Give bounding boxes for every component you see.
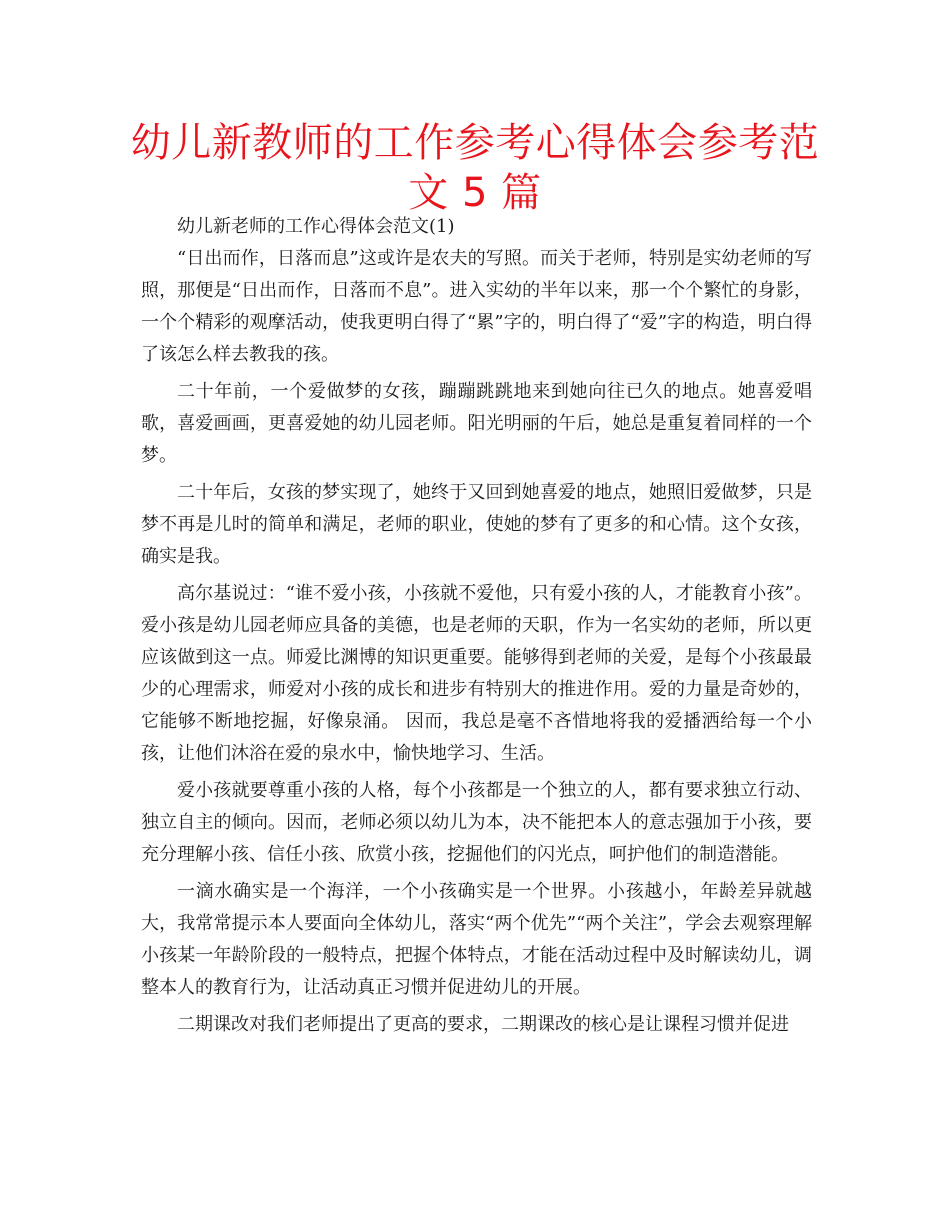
- paragraph: 一滴水确实是一个海洋，一个小孩确实是一个世界。小孩越小，年龄差异就越大，我常常提示本人要面向全体幼儿，落实“两个优先”“两个关注”，学会去观察理解小孩某一年龄阶段的一般特点，把握个体特点，才能在活动过程中及时解读幼儿，调整本人的教育行为，让活动真正习惯并促进幼儿的开展。: [141, 881, 812, 998]
- section-subheading: 幼儿新老师的工作心得体会范文(1): [177, 216, 455, 237]
- paragraph: “日出而作，日落而息”这或许是农夫的写照。而关于老师，特别是实幼老师的写照，那便是“日出而作，日落而不息”。进入实幼的半年以来，那一个个繁忙的身影，一个个精彩的观摩活动，使我更明白得了“累”字的，明白得了“爱”字的构造，明白得了该怎么样去教我的孩。: [141, 248, 812, 365]
- paragraph: 爱小孩就要尊重小孩的人格，每个小孩都是一个独立的人，都有要求独立行动、独立自主的倾向。因而，老师必须以幼儿为本，决不能把本人的意志强加于小孩，要充分理解小孩、信任小孩、欣赏小孩，挖掘他们的闪光点，呵护他们的制造潜能。: [141, 780, 812, 865]
- document-body: [141, 211, 812, 1046]
- paragraph: 高尔基说过：“谁不爱小孩，小孩就不爱他，只有爱小孩的人，才能教育小孩”。爱小孩是幼儿园老师应具备的美德，也是老师的天职，作为一名实幼的老师，所以更应该做到这一点。师爱比渊博的知识更重要。能够得到老师的关爱，是每个小孩最最少的心理需求，师爱对小孩的成长和进步有特别大的推进作用。爱的力量是奇妙的，它能够不断地挖掘，好像泉涌。 因而，我总是毫不吝惜地将我的爱播洒给每一个小孩，让他们沐浴在爱的泉水中，愉快地学习、生活。: [141, 583, 812, 764]
- paragraph: 二期课改对我们老师提出了更高的要求，二期课改的核心是让课程习惯并促进: [177, 1014, 789, 1035]
- paragraph: 二十年后，女孩的梦实现了，她终于又回到她喜爱的地点，她照旧爱做梦，只是梦不再是儿时的简单和满足，老师的职业，使她的梦有了更多的和心情。这个女孩，确实是我。: [141, 482, 812, 567]
- page-title: 幼儿新教师的工作参考心得体会参考范文 5 篇: [130, 120, 820, 216]
- paragraph: 二十年前，一个爱做梦的女孩，蹦蹦跳跳地来到她向往已久的地点。她喜爱唱歌，喜爱画画，更喜爱她的幼儿园老师。阳光明丽的午后，她总是重复着同样的一个梦。: [141, 381, 812, 466]
